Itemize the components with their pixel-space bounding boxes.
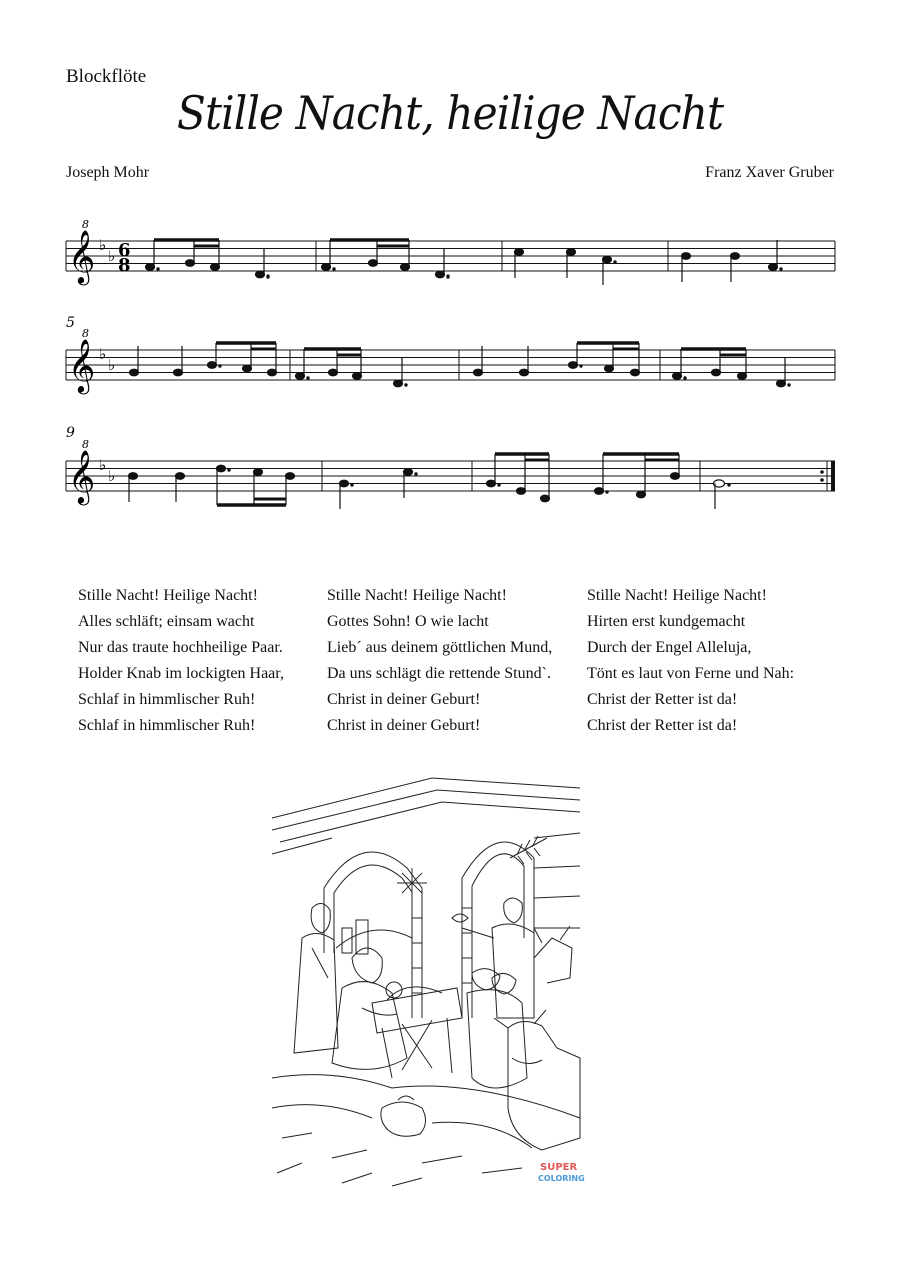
lyric-line: Alles schläft; einsam wacht — [78, 613, 255, 630]
lyric-line: Holder Knab im lockigten Haar, — [78, 665, 284, 682]
treble-clef-icon: 𝄞 — [68, 229, 96, 283]
lyric-line: Christ der Retter ist da! — [587, 691, 738, 708]
flat-b-icon: ♭ — [99, 345, 107, 363]
flat-e-icon: ♭ — [108, 356, 116, 374]
lyric-line: Stille Nacht! Heilige Nacht! — [78, 587, 258, 604]
lyric-line: Da uns schlägt die rettende Stund`. — [327, 665, 551, 682]
octave-8-mark: 8 — [82, 218, 89, 231]
flat-e-icon: ♭ — [108, 467, 116, 485]
treble-clef-icon: 𝄞 — [68, 338, 96, 392]
song-title: Stille Nacht, heilige Nacht — [176, 86, 724, 140]
svg-text:SUPER: SUPER — [540, 1162, 578, 1173]
lyric-line: Stille Nacht! Heilige Nacht! — [327, 587, 507, 604]
nativity-illustration — [272, 778, 585, 1190]
svg-text:COLORING: COLORING — [538, 1174, 585, 1183]
lyric-line: Christ der Retter ist da! — [587, 717, 738, 734]
stanza-1 — [78, 583, 284, 739]
dotted-notes-overlay — [0, 210, 900, 520]
lyric-line: Schlaf in himmlischer Ruh! — [78, 717, 256, 734]
lyric-line: Nur das traute hochheilige Paar. — [78, 639, 283, 656]
stanza-3 — [587, 583, 794, 739]
flat-b-icon: ♭ — [99, 236, 107, 254]
lyric-line: Hirten erst kundgemacht — [587, 613, 746, 630]
time-signature-top: 6 — [118, 240, 131, 261]
measure-number-5: 5 — [66, 315, 75, 331]
octave-8-mark: 8 — [82, 327, 89, 340]
treble-clef-icon: 𝄞 — [68, 449, 96, 503]
composer-name: Franz Xaver Gruber — [705, 164, 834, 181]
lyric-line: Stille Nacht! Heilige Nacht! — [587, 587, 767, 604]
super-coloring-watermark — [538, 1162, 585, 1183]
time-signature-bottom: 8 — [118, 255, 131, 276]
instrument-label: Blockflöte — [66, 66, 147, 87]
stanza-2 — [327, 583, 552, 739]
lyric-line: Lieb´ aus deinem göttlichen Mund, — [327, 639, 553, 656]
lyric-line: Gottes Sohn! O wie lacht — [327, 613, 489, 630]
lyric-line: Christ in deiner Geburt! — [327, 717, 481, 734]
lyric-line: Schlaf in himmlischer Ruh! — [78, 691, 256, 708]
lyric-line: Christ in deiner Geburt! — [327, 691, 481, 708]
lyric-line: Durch der Engel Alleluja, — [587, 639, 752, 656]
flat-b-icon: ♭ — [99, 456, 107, 474]
measure-number-9: 9 — [66, 425, 75, 441]
lyricist-name: Joseph Mohr — [66, 164, 150, 181]
octave-8-mark: 8 — [82, 438, 89, 451]
flat-e-icon: ♭ — [108, 247, 116, 265]
lyric-line: Tönt es laut von Ferne und Nah: — [587, 665, 795, 682]
